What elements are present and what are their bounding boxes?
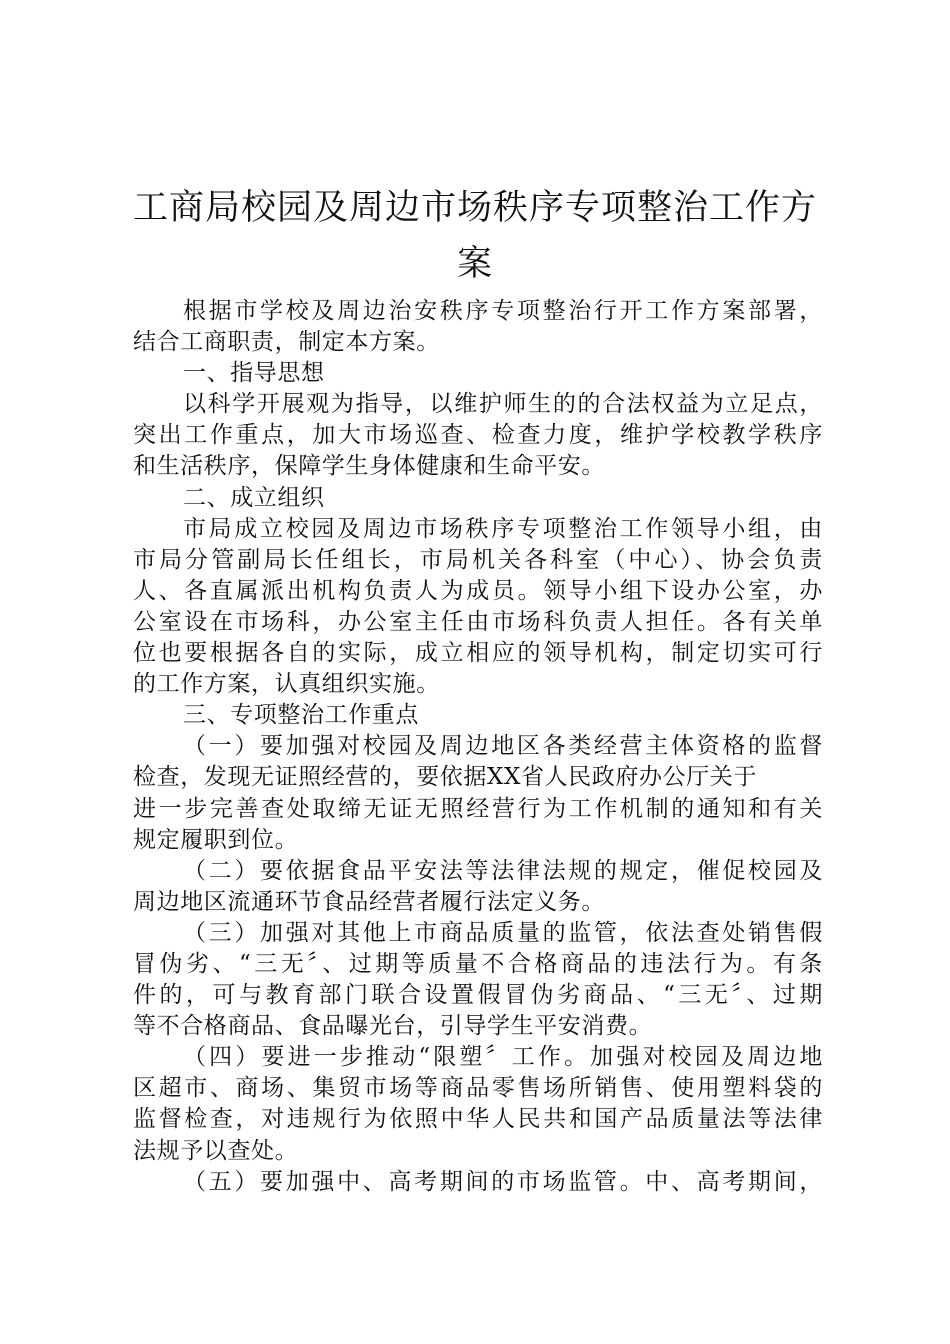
- paragraph-line: （五）要加强中、高考期间的市场监管。中、高考期间，: [183, 1168, 823, 1195]
- section-heading: 三、专项整治工作重点: [183, 702, 419, 729]
- section-heading: 一、指导思想: [183, 360, 325, 387]
- paragraph-line: 市局成立校园及周边市场秩序专项整治工作领导小组，由: [183, 515, 823, 542]
- paragraph-line: 公室设在市场科，办公室主任由市场科负责人担任。各有关单: [133, 608, 823, 635]
- document-title-line-2: 案: [456, 244, 493, 284]
- section-heading: 二、成立组织: [183, 484, 325, 511]
- paragraph-line: （一）要加强对校园及周边地区各类经营主体资格的监督: [183, 733, 823, 760]
- paragraph-line: （三）加强对其他上市商品质量的监管，依法查处销售假: [183, 919, 823, 946]
- paragraph-line: 人、各直属派出机构负责人为成员。领导小组下设办公室，办: [133, 577, 823, 604]
- paragraph-line: 和生活秩序，保障学生身体健康和生命平安。: [133, 453, 605, 480]
- document-title-line-1: 工商局校园及周边市场秩序专项整治工作方: [132, 188, 817, 228]
- paragraph-line: 周边地区流通环节食品经营者履行法定义务。: [133, 888, 605, 915]
- paragraph-line: 的工作方案，认真组织实施。: [133, 671, 440, 698]
- paragraph-line: （二）要依据食品平安法等法律法规的规定，催促校园及: [183, 857, 823, 884]
- paragraph-line: 以科学开展观为指导，以维护师生的的合法权益为立足点，: [183, 391, 823, 418]
- paragraph-line: 件的，可与教育部门联合设置假冒伪劣商品、“三无〞、过期: [133, 982, 823, 1009]
- paragraph-line: 规定履职到位。: [133, 826, 299, 853]
- paragraph-line: 突出工作重点，加大市场巡查、检查力度，维护学校教学秩序: [133, 422, 823, 449]
- paragraph-line: 监督检查，对违规行为依照中华人民共和国产品质量法等法律: [133, 1106, 823, 1133]
- paragraph-line: 进一步完善查处取缔无证无照经营行为工作机制的通知和有关: [133, 795, 823, 822]
- paragraph-line: 区超市、商场、集贸市场等商品零售场所销售、使用塑料袋的: [133, 1075, 823, 1102]
- paragraph-line: （四）要进一步推动“限塑〞工作。加强对校园及周边地: [183, 1044, 823, 1071]
- paragraph-line: 检查，发现无证照经营的，要依据XX省人民政府办公厅关于: [133, 764, 757, 791]
- paragraph-line: 冒伪劣、“三无〞、过期等质量不合格商品的违法行为。有条: [133, 950, 823, 977]
- paragraph-line: 市局分管副局长任组长，市局机关各科室（中心）、协会负责: [133, 546, 823, 573]
- paragraph-line: 根据市学校及周边治安秩序专项整治行开工作方案部署，: [183, 298, 823, 324]
- paragraph-line: 位也要根据各自的实际，成立相应的领导机构，制定切实可行: [133, 640, 823, 667]
- paragraph-line: 等不合格商品、食品曝光台，引导学生平安消费。: [133, 1013, 653, 1040]
- document-body: [133, 296, 823, 1198]
- paragraph-line: 法规予以查处。: [133, 1137, 299, 1164]
- paragraph-line: 结合工商职责，制定本方案。: [133, 329, 440, 356]
